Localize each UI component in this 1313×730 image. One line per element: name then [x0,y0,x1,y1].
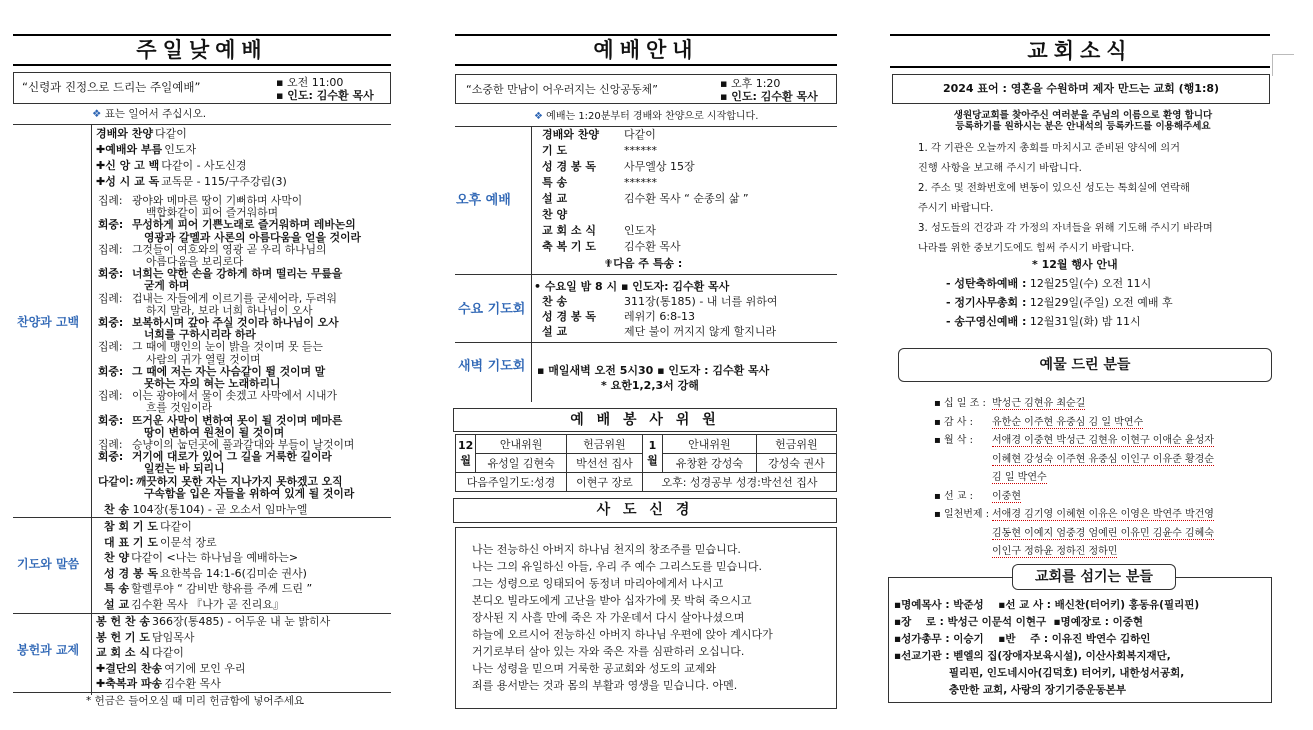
reading-text: 구속함을 입은 자들을 위하여 있게 될 것이라 [144,486,355,500]
servant-line: ▪명예목사 : 박준성 ▪선 교 사 : 배신찬(터어키) 홍동유(필리핀) [894,599,1200,611]
prayer-item-label: 대 표 기 도 [104,535,158,549]
praise-item-label: 경배와 찬양 [96,127,153,140]
afternoon-item-value: 김수환 목사 [624,240,681,253]
reading-line [98,267,342,280]
afternoon-item-label: 축 복 기 도 [542,240,596,253]
reading-text: 너희를 구하시리라 하라 [144,328,256,342]
afternoon-item [542,128,656,141]
wednesday-item-label: 찬 송 [542,295,568,308]
f-afternoon: 오후: 성경공부 성경:박선선 집사 [642,473,836,492]
offering-line [934,416,1143,429]
praise-item-label: ✚예배와 부름 [96,143,163,156]
reading-speaker: 집례: [98,242,123,256]
col2-title: 예배안내 [455,34,837,66]
next-week-special: ✟다음 주 특송 : [604,257,683,270]
offering-footnote: * 헌금은 들어오실 때 미리 헌금함에 넣어주세요 [86,695,304,707]
creed-line: 본디오 빌라도에게 고난을 받아 십자가에 못 박혀 죽으시고 [472,594,752,607]
servant-line: ▪장 로 : 박성근 이문석 이현구 ▪명예장로 : 이중현 [894,616,1144,628]
reading-text: 백합화같이 피어 즐거워하며 [146,206,279,220]
reading-text: 깨끗하지 못한 자는 지나가지 못하겠고 오직 [136,474,343,488]
offering-names: 김동현 이예지 엄중경 엄예린 이유민 김윤수 김혜숙 [992,527,1214,539]
offering-item [96,631,195,644]
notice-line: 나라를 위한 중보기도에도 힘써 주시기 바랍니다. [918,243,1135,254]
reading-speaker: 회중: [98,218,124,232]
col1-motto-box [13,72,391,104]
afternoon-item-label: 교 회 소 식 [542,224,596,237]
prayer-item-label: 설 교 [104,597,130,611]
afternoon-item-value: ****** [624,176,657,189]
dawn-line1: ▪ 매일새벽 오전 5시30 ▪ 인도자 : 김수환 목사 [537,364,770,377]
december-event [946,296,1173,309]
reading-speaker: 회중: [98,413,124,427]
reading-text: 사람의 귀가 열릴 것이며 [146,352,261,366]
reading-text: 흐를 것임이라 [146,401,213,415]
afternoon-item-value: 인도자 [624,224,656,237]
reading-line [98,353,261,366]
afternoon-item [542,224,656,237]
reading-speaker: 집례: [98,438,123,451]
praise-item-value: 교독문 - 115/구주강림(3) [161,175,287,188]
offering-item-value: 담임목사 [152,630,195,644]
c-guide-1: 유창환 강성숙 [662,454,756,473]
creed-title: 사 도 신 경 [453,498,837,523]
wednesday-item [542,325,777,338]
offering-item [96,646,184,659]
wednesday-item-label: 성 경 봉 독 [542,310,596,323]
offering-names: 김 일 박연수 [992,472,1047,483]
afternoon-item [542,144,657,157]
reading-line [98,243,326,256]
offering-names: 박성근 김현유 최순길 [992,398,1086,409]
offering-line [934,545,1117,558]
praise-item-label: ✚신 앙 고 백 [96,159,160,172]
reading-text: 너희는 약한 손을 강하게 하며 떨리는 무릎을 [132,267,343,281]
afternoon-item-label: 특 송 [542,176,568,189]
reading-text: 영광과 갈멜과 사론의 아름다움을 얻을 것이라 [144,230,361,244]
prayer-item-value: 다같이 [160,520,192,533]
offering-line [934,527,1214,540]
offering-item-label: ✚축복과 파송 [96,677,163,690]
reading-speaker: 회중: [98,450,124,464]
praise-item-value: 다같이 - 사도신경 [161,159,247,172]
afternoon-item [542,176,657,189]
c-offering-12: 박선선 집사 [566,454,642,473]
section-praise: 찬양과 고백 [17,315,80,329]
welcome-line2: 등록하기를 원하시는 분은 안내석의 등록카드를 이용해주세요 [955,121,1211,132]
wednesday-item-value: 제단 불이 꺼지지 않게 할지니라 [624,325,777,338]
prayer-item-value: 이문석 장로 [160,535,217,549]
event-name: - 송구영신예배 : [946,315,1027,328]
creed-line: 나는 성령을 믿으며 거룩한 공교회와 성도의 교제와 [472,662,717,675]
reading-text: 그 때에 저는 자는 사슴같이 뛸 것이며 말 [132,364,326,378]
standing-note: ❖ 표는 일어서 주십시오. [92,108,207,120]
creed-line: 장사된 지 사흘 만에 죽은 자 가운데서 다시 살아나셨으며 [472,611,745,624]
month-1: 1 월 [642,435,662,473]
c-offering-1: 강성숙 권사 [756,454,836,473]
h-offering-1: 헌금위원 [756,435,836,454]
reading-text: 그것들이 여호와의 영광 곧 우리 하나님의 [132,242,327,256]
reading-speaker: 회중: [98,316,124,329]
reading-speaker: 회중: [98,364,124,378]
creed-line: 죄를 용서받는 것과 몸의 부활과 영생을 믿습니다. 아멘. [472,679,738,692]
reading-line [98,231,361,244]
offering-line [934,490,1021,503]
prayer-item-value: 할렐루야 “ 감비반 향유를 주께 드린 ” [131,582,313,595]
offering-names: 서애경 김기영 이혜현 이유은 이영은 박연주 박건영 [992,509,1214,520]
prayer-item-value: 김수환 목사 『나가 곧 진리요』 [131,597,284,611]
december-event [946,277,1151,290]
reading-text: 아름다움을 보리로다 [146,255,244,268]
reading-text: 이는 광야에서 물이 솟겠고 사막에서 시내가 [132,389,337,403]
year-motto: 2024 표어 : 영혼을 수원하며 제자 만드는 교회 (행1:8) [892,74,1270,104]
reading-text: 굳게 하며 [144,279,190,293]
praise-item-value: 인도자 [164,143,197,156]
creed-box [455,527,837,709]
reading-line [98,389,337,402]
reading-text: 뜨거운 사막이 변하여 못이 될 것이며 메마른 [132,413,343,427]
creed-line: 거기로부터 살아 있는 자와 죽은 자를 심판하러 오십니다. [472,645,745,658]
offering-kind: ▪ 감 사 : [934,416,974,428]
event-name: - 성탄축하예배 : [946,277,1027,290]
reading-line [98,279,189,292]
afternoon-item [542,192,749,205]
offering-item-label: ✚결단의 찬송 [96,661,163,675]
afternoon-item-value: 사무엘상 15장 [624,160,695,173]
afternoon-item-label: 경배와 찬양 [542,128,599,141]
offering-names: 유한순 이주현 유중심 김 일 박연수 [992,416,1144,428]
dawn-label: 새벽 기도회 [458,359,526,374]
offering-names: 서애경 이중현 박성근 김현유 이현구 이애순 윤성자 [992,435,1214,446]
wednesday-item-value: 레위기 6:8-13 [624,310,696,323]
reading-speaker: 집례: [98,194,123,207]
offering-line [934,453,1214,466]
prayer-item [104,520,192,533]
servants-title: 교회를 섬기는 분들 [1012,564,1176,590]
reading-speaker: 다같이: [98,474,134,488]
offering-item [96,615,330,628]
prayer-item [104,567,307,580]
offering-item [96,677,221,690]
prayer-item [104,582,312,595]
prayer-item [104,551,298,564]
welcome-line1: 생원당교회를 찾아주신 여러분을 주님의 이름으로 환영 합니다 [953,110,1213,121]
reading-speaker: 회중: [98,267,124,281]
offering-names: 이인구 정하윤 정하진 정하민 [992,546,1118,557]
servant-line: ▪성가총무 : 이승기 ▪반 주 : 이유진 박연수 김하인 [894,633,1151,645]
col1-leader: ▪ 인도: 김수환 목사 [276,89,374,102]
prayer-item [104,598,284,611]
reading-line [98,414,342,427]
afternoon-item-value: ****** [624,144,657,157]
offering-item [96,662,246,675]
notice-line: 3. 성도들의 건강과 각 가정의 자녀들을 위해 기도해 주시기 바라며 [918,223,1213,234]
reading-speaker: 집례: [98,389,123,403]
notice-line: 1. 각 기관은 오늘까지 총회를 마치시고 준비된 양식에 의거 [918,143,1180,154]
praise-item [96,159,247,172]
offering-givers-title: 예물 드린 분들 [898,348,1272,382]
section-offering: 봉헌과 교제 [17,643,80,657]
hymn1: 찬 송 104장(통104) - 곧 오소서 임마누엘 [104,503,308,516]
c-guide-12: 유성일 김현숙 [476,454,567,473]
afternoon-item [542,240,681,253]
creed-line: 나는 그의 유일하신 아들, 우리 주 예수 그리스도를 믿습니다. [472,560,762,573]
col2-motto-box [455,74,837,104]
prayer-item-label: 찬 양 [104,551,130,564]
offering-line [934,508,1214,521]
servant-line: 충만한 교회, 사랑의 장기기증운동본부 [894,684,1127,696]
afternoon-item-label: 설 교 [542,192,568,205]
reading-line [98,475,343,488]
reading-text: 보복하시며 갚아 주실 것이라 하나님이 오사 [132,316,339,329]
offering-item-label: 교 회 소 식 [96,646,150,659]
offering-names: 이중현 [992,490,1021,502]
offering-item-value: 다같이 [152,646,184,659]
h-guide-12: 안내위원 [476,435,567,454]
creed-line: 하늘에 오르시어 전능하신 아버지 하나님 우편에 앉아 계시다가 [472,628,773,641]
col1-title: 주일낮예배 [13,34,391,66]
prayer-item-value: 요한복음 14:1-6(김미순 권사) [160,566,307,580]
reading-line [98,487,354,500]
col2-motto: “소중한 만남이 어우러지는 신앙공동체” [466,83,658,96]
praise-item-label: ✚성 시 교 독 [96,175,160,188]
event-when: 12월31일(화) 밤 11시 [1026,315,1141,328]
reading-text: 거기에 대로가 있어 그 길을 거룩한 길이라 [132,450,332,464]
col2-note: ❖ 예배는 1:20분부터 경배와 찬양으로 시작합니다. [534,111,759,122]
reading-speaker: 집례: [98,340,123,354]
offering-item-value: 여기에 모인 우리 [164,661,246,675]
reading-text: 일컫는 바 되리니 [144,462,225,476]
offering-kind: ▪ 선 교 : [934,490,974,502]
praise-item [96,175,287,188]
wednesday-line1: • 수요일 밤 8 시 ▪ 인도자: 김수환 목사 [534,280,730,293]
prayer-item-label: 참 회 기 도 [104,520,158,533]
service-table [455,434,837,492]
offering-item-value: 366장(통485) - 어두운 내 눈 밝히사 [152,615,331,628]
reading-line [98,304,313,317]
reading-text: 땅이 변하여 원천이 될 것이며 [144,425,285,439]
offering-item-label: 봉 헌 기 도 [96,630,150,644]
offering-line [934,397,1085,410]
month-12: 12 월 [456,435,476,473]
reading-line [98,365,325,378]
col2-leader: ▪ 인도: 김수환 목사 [720,90,818,103]
servant-line: 필리핀, 인도네시아(김덕호) 터어키, 내한성서공회, [894,667,1185,679]
afternoon-item-value: 김수환 목사 “ 순종의 삶 ” [624,192,749,205]
notice-line: 진행 사항을 보고해 주시기 바랍니다. [918,163,1082,174]
reading-text: 승냥이의 눕던곳에 풀과갈대와 부들이 날것이며 [132,438,355,451]
offering-kind: ▪ 일천번제 : [934,509,990,520]
offering-kind: ▪ 십 일 조 : [934,398,986,409]
notice-line: 주시기 바랍니다. [918,203,994,214]
col2-time: ▪ 오후 1:20 [720,77,781,90]
notice-line: 2. 주소 및 전화번호에 변동이 있으신 성도는 톡회실에 연락해 [918,183,1190,194]
page-corner-mark [1272,54,1294,76]
offering-line [934,471,1047,484]
afternoon-label: 오후 예배 [456,193,511,208]
offering-kind: ▪ 월 삭 : [934,435,974,446]
afternoon-item-label: 기 도 [542,144,568,157]
afternoon-item-label: 성 경 봉 독 [542,160,596,173]
reading-line [98,462,225,475]
event-when: 12월25일(수) 오전 11시 [1026,277,1152,290]
wednesday-label: 수요 기도회 [458,302,526,317]
col1-motto: “신령과 진정으로 드리는 주일예배” [22,80,201,94]
afternoon-item-value: 다같이 [624,128,656,141]
reading-line [98,340,323,353]
praise-item [96,127,187,140]
col1-time: ▪ 오전 11:00 [276,76,344,89]
praise-item [96,143,196,156]
servant-line: ▪선교기관 : 벧엘의 집(장애자보육시설), 이산사회복지재단, [894,650,1171,662]
prayer-item [104,536,217,549]
event-name: - 정기사무총회 : [946,296,1027,309]
offering-line [934,434,1214,447]
december-event [946,315,1141,328]
december-title: * 12월 행사 안내 [1032,258,1118,271]
reading-line [98,292,337,305]
wednesday-item-value: 311장(통185) - 내 너를 위하여 [624,295,778,308]
section-prayer: 기도와 말씀 [17,557,80,571]
praise-item-value: 다같이 [154,127,187,140]
prayer-item-label: 특 송 [104,582,130,595]
afternoon-item-label: 찬 양 [542,208,568,221]
reading-text: 광야와 메마른 땅이 기뻐하며 사막이 [132,194,303,207]
reading-line [98,401,212,414]
h-guide-1: 안내위원 [662,435,756,454]
afternoon-item [542,160,695,173]
col3-title: 교회소식 [890,34,1270,68]
h-offering-12: 헌금위원 [566,435,642,454]
service-title: 예 배 봉 사 위 원 [453,408,837,432]
reading-line [98,426,284,439]
f-elder: 이현구 장로 [566,473,642,492]
reading-text: 무성하게 피어 기쁜노래로 즐거워하며 레바논의 [132,218,356,232]
creed-line: 나는 전능하신 아버지 하나님 천지의 창조주를 믿습니다. [472,543,741,556]
reading-text: 겁내는 자들에게 이르기를 굳세어라, 두려워 [132,291,337,305]
wednesday-item [542,310,696,323]
offering-item-value: 김수환 목사 [164,677,221,690]
creed-line: 그는 성령으로 잉태되어 동정녀 마리아에게서 나시고 [472,577,724,590]
prayer-item-label: 성 경 봉 독 [104,566,158,580]
reading-text: 하지 말라, 보라 너희 하나님이 오사 [146,303,313,317]
reading-text: 못하는 자의 혀는 노래하리니 [144,377,281,390]
reading-line [98,218,356,231]
wednesday-item-label: 설 교 [542,325,568,338]
reading-text: 그 때에 맹인의 눈이 밝을 것이며 못 듣는 [132,340,323,354]
afternoon-item [542,208,567,221]
offering-item-label: 봉 헌 찬 송 [96,615,150,628]
wednesday-item [542,295,778,308]
f-prayer: 다음주일기도:성경 [456,473,567,492]
event-when: 12월29일(주일) 오전 예배 후 [1026,296,1173,309]
prayer-item-value: 다같이 <나는 하나님을 예배하는> [131,551,299,564]
reading-speaker: 집례: [98,291,123,305]
dawn-line2: * 요한1,2,3서 강해 [601,379,699,392]
offering-names: 이혜현 강성숙 이주현 유중심 이인구 이유준 황경순 [992,453,1214,465]
